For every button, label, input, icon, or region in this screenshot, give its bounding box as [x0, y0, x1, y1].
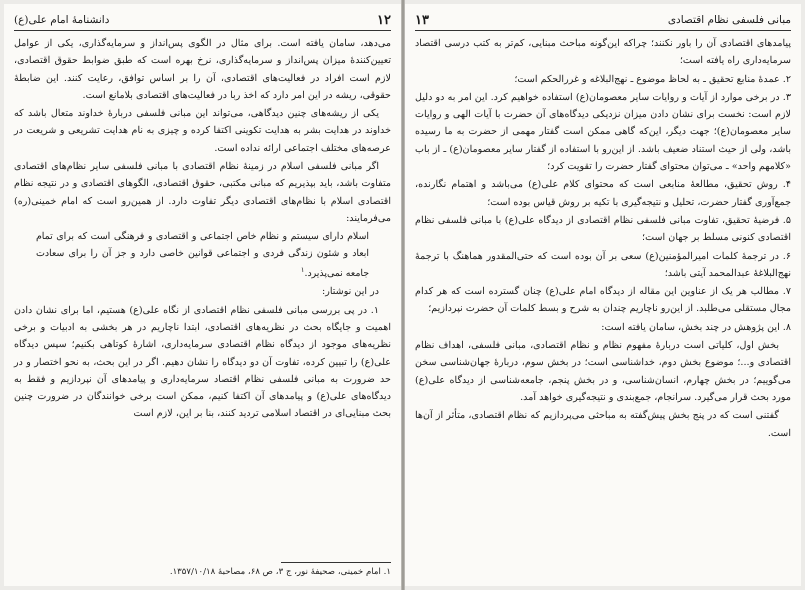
- block-quote: [36, 228, 369, 282]
- right-item-3: ۳. در برخی موارد از آیات و روایات سایر معصومان(ع) استفاده خواهیم کرد. این امر به دو دلیل لازم است: نخست برای نشان دادن میزان نزدیکی دیدگاه‌های آن حضرت با آیات الهی و روایات سایر معصومان(ع)؛ جهت دیگر، این‌که گاهی ممکن است گفتار مهمی از حضرت به ما رسیده باشد، ولی از حیث استناد ضعیف باشد. از این‌رو با استفاده از گفتار سایر معصومان(ع) ـ از باب «کلامهم واحد» ـ می‌توان محتوای گفتار حضرت را تقویت کرد؛: [415, 91, 791, 173]
- left-page-number: ۱۲: [377, 12, 391, 28]
- right-item-5: ۵. فرضیهٔ تحقیق، تفاوت مبانی فلسفی نظام اقتصادی از دیدگاه علی(ع) با مبانی فلسفی نظام اقتصادی کنونی مسلط بر جهان است؛: [415, 214, 791, 244]
- left-paragraph-1: می‌دهد، سامان یافته است. برای مثال در الگوی پس‌انداز و سرمایه‌گذاری، یکی از عوامل تعیین‌کنندهٔ میزان پس‌انداز و سرمایه‌گذاری، نرخ بهره است که طبق ضوابط حقوق اقتصادی، لازم است افراد در فعالیت‌های اقتصادی، آن را بر اساس توافق، رعایت کنند. این ضابطهٔ حقوقی، ریشه در این امر دارد که اخذ ربا در فعالیت‌های اقتصادی بلامانع است.: [14, 38, 391, 101]
- footnote: ۱. امام خمینی، صحیفهٔ نور، ج ۳، ص ۶۸، مصاحبهٔ ۱۳۵۷/۱۰/۱۸.: [169, 567, 391, 577]
- right-item-7: ۷. مطالب هر یک از عناوین این مقاله از دیدگاه امام علی(ع) چنان گسترده است که هر کدام مجال مستقلی می‌طلبد. از این‌رو ناچاریم چندان به شرح و بسط کلمات آن حضرت نپردازیم؛: [415, 286, 791, 315]
- quote-text: اسلام دارای سیستم و نظام خاص اجتماعی و اقتصادی و فرهنگی است که برای تمام ابعاد و شئون زندگی فردی و اجتماعی قوانین خاصی دارد و جز آن را برای سعادت جامعه نمی‌پذیرد.: [36, 231, 369, 280]
- left-page-body: [14, 35, 391, 423]
- right-item-4: ۴. روش تحقیق، مطالعهٔ منابعی است که محتوای کلام علی(ع) می‌باشد و اهتمام نگارنده، جمع‌آوری گفتار حضرت، تحلیل و نتیجه‌گیری با تکیه بر روش قیاس بوده است؛: [415, 179, 791, 208]
- right-item-6: ۶. در ترجمهٔ کلمات امیرالمؤمنین(ع) سعی بر آن بوده است که حتی‌المقدور هماهنگ با ترجمهٔ نهج‌البلاغهٔ عبدالمحمد آیتی باشد؛: [415, 250, 791, 279]
- right-paragraph-sections: بخش اول، کلیاتی است دربارهٔ مفهوم نظام و نظام اقتصادی، مبانی فلسفی، اهداف نظام اقتصادی و...؛ موضوع بخش دوم، خداشناسی است؛ در بخش سوم، دربارهٔ جهان‌شناسی سخن می‌گوییم؛ در بخش چهارم، انسان‌شناسی، و در بخش پنجم، جامعه‌شناسی از دیدگاه علی(ع) مورد بحث قرار می‌گیرد. سرانجام، جمع‌بندی و نتیجه‌گیری خواهد آمد.: [415, 340, 791, 403]
- right-item-2: ۲. عمدهٔ منابع تحقیق ـ به لحاظ موضوع ـ نهج‌البلاغه و غررالحکم است؛: [514, 73, 791, 85]
- left-running-title: دانشنامهٔ امام علی(ع): [14, 14, 110, 26]
- left-page: [4, 4, 401, 586]
- left-paragraph-2: یکی از ریشه‌های چنین دیدگاهی، می‌تواند این مبانی فلسفی دربارهٔ خداوند متعال باشد که خداوند در هدایت بشر به هدایت تکوینی اکتفا کرده و چیزی به نام هدایت تشریعی و شریعت در عرصه‌های مختلف اجتماعی ارائه نداده است.: [14, 108, 391, 154]
- left-paragraph-3: اگر مبانی فلسفی اسلام در زمینهٔ نظام اقتصادی با مبانی فلسفی سایر نظام‌های اقتصادی متفاوت باشد، باید بپذیریم که مبانی مکتبی، حقوق اقتصادی، الگوهای اقتصادی و در نتیجه نظام اقتصادی اسلام با نظام‌های اقتصادی دیگر تفاوت دارد. از همین‌رو است که امام خمینی(ره) می‌فرمایند:: [14, 161, 391, 224]
- right-paragraph-closing: گفتنی است که در پنج بخش پیش‌گفته به مباحثی می‌پردازیم که نظام اقتصادی، متأثر از آن‌ها است.: [415, 410, 791, 439]
- right-page-body: [415, 35, 791, 442]
- footnote-rule: [281, 562, 391, 563]
- right-page: [405, 4, 801, 586]
- right-paragraph-1: پیامدهای اقتصادی آن را باور نکنند؛ چراکه این‌گونه مباحث مبنایی، کم‌تر به کتب درسی اقتصاد سرمایه‌داری راه یافته است؛: [415, 38, 791, 67]
- quote-line: [36, 228, 369, 282]
- right-item-8: ۸. این پژوهش در چند بخش، سامان یافته است:: [601, 321, 791, 333]
- left-paragraph-4: در این نوشتار:: [322, 286, 379, 298]
- footnote-area: [14, 562, 391, 578]
- left-numbered-item-1: ۱. در پی بررسی مبانی فلسفی نظام اقتصادی از نگاه علی(ع) هستیم، اما برای نشان دادن اهمیت و جایگاه بحث در نظریه‌های اقتصادی، ابتدا ناچاریم در هر بخشی به ادبیات و برخی نظریه‌های موجود از دیدگاه نظام اقتصادی سرمایه‌داری، اشارهٔ کوتاهی بکنیم؛ سپس دیدگاه علی(ع) را تبیین کرده، تفاوت آن دو دیدگاه را نشان دهیم. اگر در این بحث، به نحو اختصار و در حد ضرورت به مبانی فلسفی نظام اقتصاد سرمایه‌داری و پیامدهای آن نپردازیم و فقط به دیدگاه‌های علی(ع) و پیامدهای آن اکتفا کنیم، ممکن است برخی خوانندگان در ضرورت چنین بحث مبنایی‌ای در اقتصاد اسلامی تردید کنند، بنا بر این، لازم است: [14, 304, 391, 420]
- left-page-header: [14, 10, 391, 31]
- right-page-header: [415, 10, 791, 31]
- right-running-title: مبانی فلسفی نظام اقتصادی: [667, 14, 791, 26]
- right-page-number: ۱۳: [415, 12, 429, 28]
- quote-footnote-ref: ۱: [300, 266, 305, 275]
